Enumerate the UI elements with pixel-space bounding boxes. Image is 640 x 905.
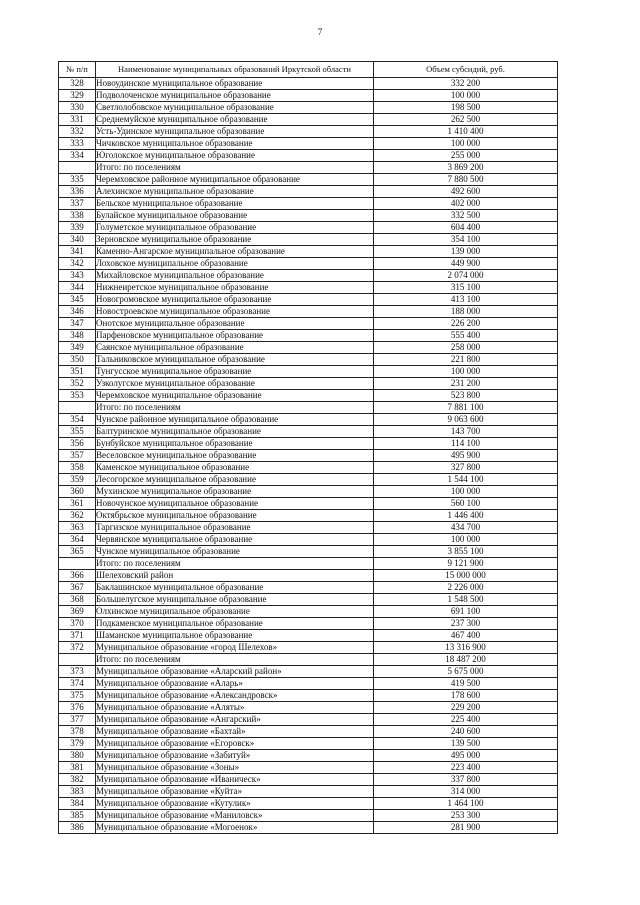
table-row (59, 474, 558, 486)
municipality-name: Тальниковское муниципальное образование (96, 354, 374, 366)
subsidy-amount: 7 880 500 (374, 174, 558, 186)
subsidy-amount: 5 675 000 (374, 666, 558, 678)
subsidy-amount: 253 300 (374, 810, 558, 822)
subsidy-amount: 495 900 (374, 450, 558, 462)
subtotal-row (59, 654, 558, 666)
subsidy-amount: 198 500 (374, 102, 558, 114)
table-row (59, 222, 558, 234)
header-number: № п/п (59, 62, 96, 78)
table-row (59, 510, 558, 522)
table-row (59, 690, 558, 702)
subtotal-row (59, 162, 558, 174)
subsidy-amount: 7 881 100 (374, 402, 558, 414)
subsidy-amount: 434 700 (374, 522, 558, 534)
row-number: 357 (59, 450, 96, 462)
row-number: 383 (59, 786, 96, 798)
municipality-name: Саянское муниципальное образование (96, 342, 374, 354)
municipality-name: Муниципальное образование «Маниловск» (96, 810, 374, 822)
subsidy-amount: 354 100 (374, 234, 558, 246)
page-number: 7 (317, 27, 323, 37)
subsidy-amount: 13 316 900 (374, 642, 558, 654)
table-row (59, 306, 558, 318)
municipality-name: Светлолобовское муниципальное образование (96, 102, 374, 114)
row-number: 384 (59, 798, 96, 810)
subsidy-amount: 255 000 (374, 150, 558, 162)
row-number: 376 (59, 702, 96, 714)
subsidy-amount: 100 000 (374, 366, 558, 378)
subsidy-amount: 449 900 (374, 258, 558, 270)
municipality-name: Черемховское районное муниципальное образование (96, 174, 374, 186)
subsidy-amount: 419 500 (374, 678, 558, 690)
subsidy-amount: 315 100 (374, 282, 558, 294)
subsidy-amount: 2 226 000 (374, 582, 558, 594)
row-number (59, 558, 96, 570)
municipality-name: Муниципальное образование «Зоны» (96, 762, 374, 774)
table-row (59, 210, 558, 222)
subsidy-amount: 9 121 900 (374, 558, 558, 570)
table-row (59, 354, 558, 366)
row-number: 360 (59, 486, 96, 498)
table-row (59, 534, 558, 546)
table-row (59, 450, 558, 462)
row-number: 386 (59, 822, 96, 834)
subsidy-amount: 139 000 (374, 246, 558, 258)
municipality-name: Червянское муниципальное образование (96, 534, 374, 546)
row-number: 328 (59, 78, 96, 90)
row-number: 356 (59, 438, 96, 450)
subsidy-amount: 332 200 (374, 78, 558, 90)
subsidy-amount: 100 000 (374, 486, 558, 498)
header-subsidy-amount: Объем субсидий, руб. (374, 62, 558, 78)
municipality-name: Муниципальное образование «Кутулик» (96, 798, 374, 810)
table-row (59, 330, 558, 342)
row-number: 336 (59, 186, 96, 198)
subsidy-amount: 100 000 (374, 138, 558, 150)
municipality-name: Каменское муниципальное образование (96, 462, 374, 474)
municipality-name: Алехинское муниципальное образование (96, 186, 374, 198)
municipality-name: Черемховское муниципальное образование (96, 390, 374, 402)
table-row (59, 186, 558, 198)
row-number: 359 (59, 474, 96, 486)
row-number: 330 (59, 102, 96, 114)
row-number: 374 (59, 678, 96, 690)
municipality-name: Муниципальное образование «Куйта» (96, 786, 374, 798)
municipality-name: Олхинское муниципальное образование (96, 606, 374, 618)
table-row (59, 822, 558, 834)
subsidies-table (58, 61, 558, 834)
table-row (59, 390, 558, 402)
table-row (59, 366, 558, 378)
subsidy-amount: 114 100 (374, 438, 558, 450)
municipality-name: Чунское районное муниципальное образование (96, 414, 374, 426)
municipality-name: Муниципальное образование «Егоровск» (96, 738, 374, 750)
row-number: 354 (59, 414, 96, 426)
subsidy-amount: 2 074 000 (374, 270, 558, 282)
subsidy-amount: 143 700 (374, 426, 558, 438)
table-row (59, 594, 558, 606)
municipality-name: Тунгусское муниципальное образование (96, 366, 374, 378)
table-row (59, 762, 558, 774)
row-number: 332 (59, 126, 96, 138)
municipality-name: Онотское муниципальное образование (96, 318, 374, 330)
municipality-name: Каменно-Ангарское муниципальное образование (96, 246, 374, 258)
subsidy-amount: 3 869 200 (374, 162, 558, 174)
municipality-name: Лоховское муниципальное образование (96, 258, 374, 270)
table-row (59, 378, 558, 390)
subsidy-amount: 1 410 400 (374, 126, 558, 138)
table-row (59, 462, 558, 474)
table-row (59, 678, 558, 690)
row-number: 334 (59, 150, 96, 162)
row-number: 341 (59, 246, 96, 258)
table-row (59, 150, 558, 162)
row-number: 355 (59, 426, 96, 438)
subsidy-amount: 139 500 (374, 738, 558, 750)
municipality-name: Зерновское муниципальное образование (96, 234, 374, 246)
row-number: 331 (59, 114, 96, 126)
subsidy-amount: 555 400 (374, 330, 558, 342)
table-row (59, 342, 558, 354)
municipality-name: Чичковское муниципальное образование (96, 138, 374, 150)
municipality-name: Голуметское муниципальное образование (96, 222, 374, 234)
subtotal-row (59, 402, 558, 414)
row-number: 377 (59, 714, 96, 726)
subsidy-amount: 337 800 (374, 774, 558, 786)
municipality-name: Муниципальное образование «Александровск» (96, 690, 374, 702)
subsidy-amount: 240 600 (374, 726, 558, 738)
subsidy-amount: 560 100 (374, 498, 558, 510)
row-number: 343 (59, 270, 96, 282)
row-number: 342 (59, 258, 96, 270)
municipality-name: Чунское муниципальное образование (96, 546, 374, 558)
subsidy-amount: 495 000 (374, 750, 558, 762)
subsidy-amount: 1 544 100 (374, 474, 558, 486)
row-number: 353 (59, 390, 96, 402)
municipality-name: Муниципальное образование «Забитуй» (96, 750, 374, 762)
row-number: 366 (59, 570, 96, 582)
municipality-name: Муниципальное образование «Иваническ» (96, 774, 374, 786)
row-number: 382 (59, 774, 96, 786)
row-number: 368 (59, 594, 96, 606)
table-row (59, 630, 558, 642)
municipality-name: Узколугское муниципальное образование (96, 378, 374, 390)
subsidy-amount: 604 400 (374, 222, 558, 234)
municipality-name: Итого: по поселениям (96, 654, 374, 666)
table-row (59, 438, 558, 450)
row-number: 370 (59, 618, 96, 630)
table-row (59, 738, 558, 750)
row-number: 367 (59, 582, 96, 594)
table-row (59, 318, 558, 330)
subsidy-amount: 100 000 (374, 90, 558, 102)
subsidy-amount: 327 800 (374, 462, 558, 474)
subsidy-amount: 221 800 (374, 354, 558, 366)
subsidy-amount: 188 000 (374, 306, 558, 318)
subsidy-amount: 332 500 (374, 210, 558, 222)
municipality-name: Парфеновское муниципальное образование (96, 330, 374, 342)
municipality-name: Бельское муниципальное образование (96, 198, 374, 210)
row-number: 337 (59, 198, 96, 210)
subsidy-amount: 226 200 (374, 318, 558, 330)
table-row (59, 714, 558, 726)
table-row (59, 282, 558, 294)
municipality-name: Подкаменское муниципальное образование (96, 618, 374, 630)
table-row (59, 798, 558, 810)
table-row (59, 198, 558, 210)
municipality-name: Юголокское муниципальное образование (96, 150, 374, 162)
subsidy-amount: 1 548 500 (374, 594, 558, 606)
row-number: 349 (59, 342, 96, 354)
municipality-name: Балтуринское муниципальное образование (96, 426, 374, 438)
table-row (59, 126, 558, 138)
municipality-name: Октябрьское муниципальное образование (96, 510, 374, 522)
municipality-name: Муниципальное образование «Аларь» (96, 678, 374, 690)
row-number: 348 (59, 330, 96, 342)
table-row (59, 786, 558, 798)
table-row (59, 702, 558, 714)
row-number: 333 (59, 138, 96, 150)
row-number: 346 (59, 306, 96, 318)
subsidy-amount: 18 487 200 (374, 654, 558, 666)
municipality-name: Шаманское муниципальное образование (96, 630, 374, 642)
municipality-name: Новогромовское муниципальное образование (96, 294, 374, 306)
municipality-name: Муниципальное образование «Ангарский» (96, 714, 374, 726)
municipality-name: Мухинское муниципальное образование (96, 486, 374, 498)
municipality-name: Новочунское муниципальное образование (96, 498, 374, 510)
row-number: 339 (59, 222, 96, 234)
table-row (59, 498, 558, 510)
table-row (59, 174, 558, 186)
subsidy-amount: 691 100 (374, 606, 558, 618)
municipality-name: Нижнеиретское муниципальное образование (96, 282, 374, 294)
subsidy-amount: 178 600 (374, 690, 558, 702)
table-row (59, 582, 558, 594)
row-number: 358 (59, 462, 96, 474)
municipality-name: Муниципальное образование «Аляты» (96, 702, 374, 714)
row-number: 340 (59, 234, 96, 246)
row-number: 335 (59, 174, 96, 186)
table-row (59, 726, 558, 738)
subtotal-row (59, 558, 558, 570)
municipality-name: Михайловское муниципальное образование (96, 270, 374, 282)
municipality-name: Итого: по поселениям (96, 162, 374, 174)
table-row (59, 90, 558, 102)
subsidy-amount: 1 446 400 (374, 510, 558, 522)
row-number (59, 402, 96, 414)
municipality-name: Муниципальное образование «город Шелехов» (96, 642, 374, 654)
row-number: 329 (59, 90, 96, 102)
municipality-name: Бунбуйское муниципальное образование (96, 438, 374, 450)
subsidy-amount: 413 100 (374, 294, 558, 306)
row-number: 381 (59, 762, 96, 774)
row-number: 365 (59, 546, 96, 558)
table-body (59, 78, 558, 834)
row-number (59, 654, 96, 666)
row-number: 344 (59, 282, 96, 294)
municipality-name: Веселовское муниципальное образование (96, 450, 374, 462)
municipality-name: Среднемуйское муниципальное образование (96, 114, 374, 126)
row-number (59, 162, 96, 174)
subsidy-amount: 262 500 (374, 114, 558, 126)
table-row (59, 750, 558, 762)
row-number: 350 (59, 354, 96, 366)
municipality-name: Таргизское муниципальное образование (96, 522, 374, 534)
municipality-name: Муниципальное образование «Могоенок» (96, 822, 374, 834)
table-row (59, 666, 558, 678)
row-number: 385 (59, 810, 96, 822)
row-number: 362 (59, 510, 96, 522)
subsidy-amount: 523 800 (374, 390, 558, 402)
table-row (59, 570, 558, 582)
subsidy-amount: 229 200 (374, 702, 558, 714)
row-number: 371 (59, 630, 96, 642)
subsidy-amount: 100 000 (374, 534, 558, 546)
table-row (59, 618, 558, 630)
table-row (59, 774, 558, 786)
row-number: 338 (59, 210, 96, 222)
municipality-name: Муниципальное образование «Бахтай» (96, 726, 374, 738)
municipality-name: Усть-Удинское муниципальное образование (96, 126, 374, 138)
subsidy-amount: 231 200 (374, 378, 558, 390)
municipality-name: Лесогорское муниципальное образование (96, 474, 374, 486)
subsidy-amount: 223 400 (374, 762, 558, 774)
table-row (59, 414, 558, 426)
municipality-name: Итого: по поселениям (96, 558, 374, 570)
row-number: 378 (59, 726, 96, 738)
row-number: 369 (59, 606, 96, 618)
table-row (59, 258, 558, 270)
subsidy-amount: 314 000 (374, 786, 558, 798)
table-row (59, 78, 558, 90)
row-number: 373 (59, 666, 96, 678)
municipality-name: Новостроевское муниципальное образование (96, 306, 374, 318)
header-municipality: Наименование муниципальных образований Иркутской области (96, 62, 374, 78)
table-row (59, 270, 558, 282)
municipality-name: Большелугское муниципальное образование (96, 594, 374, 606)
municipality-name: Итого: по поселениям (96, 402, 374, 414)
row-number: 379 (59, 738, 96, 750)
subsidy-amount: 281 900 (374, 822, 558, 834)
table-row (59, 642, 558, 654)
row-number: 361 (59, 498, 96, 510)
subsidy-amount: 467 400 (374, 630, 558, 642)
table-row (59, 234, 558, 246)
table-row (59, 546, 558, 558)
row-number: 364 (59, 534, 96, 546)
subsidy-amount: 9 063 600 (374, 414, 558, 426)
subsidy-amount: 225 400 (374, 714, 558, 726)
subsidy-amount: 402 000 (374, 198, 558, 210)
municipality-name: Шелеховский район (96, 570, 374, 582)
municipality-name: Булайское муниципальное образование (96, 210, 374, 222)
subsidy-amount: 258 000 (374, 342, 558, 354)
subsidy-amount: 1 464 100 (374, 798, 558, 810)
row-number: 351 (59, 366, 96, 378)
subsidy-amount: 237 300 (374, 618, 558, 630)
table-row (59, 246, 558, 258)
municipality-name: Подволоченское муниципальное образование (96, 90, 374, 102)
subsidy-amount: 15 000 000 (374, 570, 558, 582)
subsidy-amount: 3 855 100 (374, 546, 558, 558)
subsidy-amount: 492 600 (374, 186, 558, 198)
table-header-row (59, 62, 558, 78)
row-number: 345 (59, 294, 96, 306)
row-number: 352 (59, 378, 96, 390)
municipality-name: Муниципальное образование «Аларский район» (96, 666, 374, 678)
municipality-name: Баклашинское муниципальное образование (96, 582, 374, 594)
table-row (59, 606, 558, 618)
table-row (59, 426, 558, 438)
table-row (59, 810, 558, 822)
table-row (59, 102, 558, 114)
municipality-name: Новоудинское муниципальное образование (96, 78, 374, 90)
row-number: 363 (59, 522, 96, 534)
row-number: 375 (59, 690, 96, 702)
row-number: 380 (59, 750, 96, 762)
table-row (59, 114, 558, 126)
row-number: 372 (59, 642, 96, 654)
table-row (59, 138, 558, 150)
table-row (59, 522, 558, 534)
row-number: 347 (59, 318, 96, 330)
table-row (59, 294, 558, 306)
table-row (59, 486, 558, 498)
